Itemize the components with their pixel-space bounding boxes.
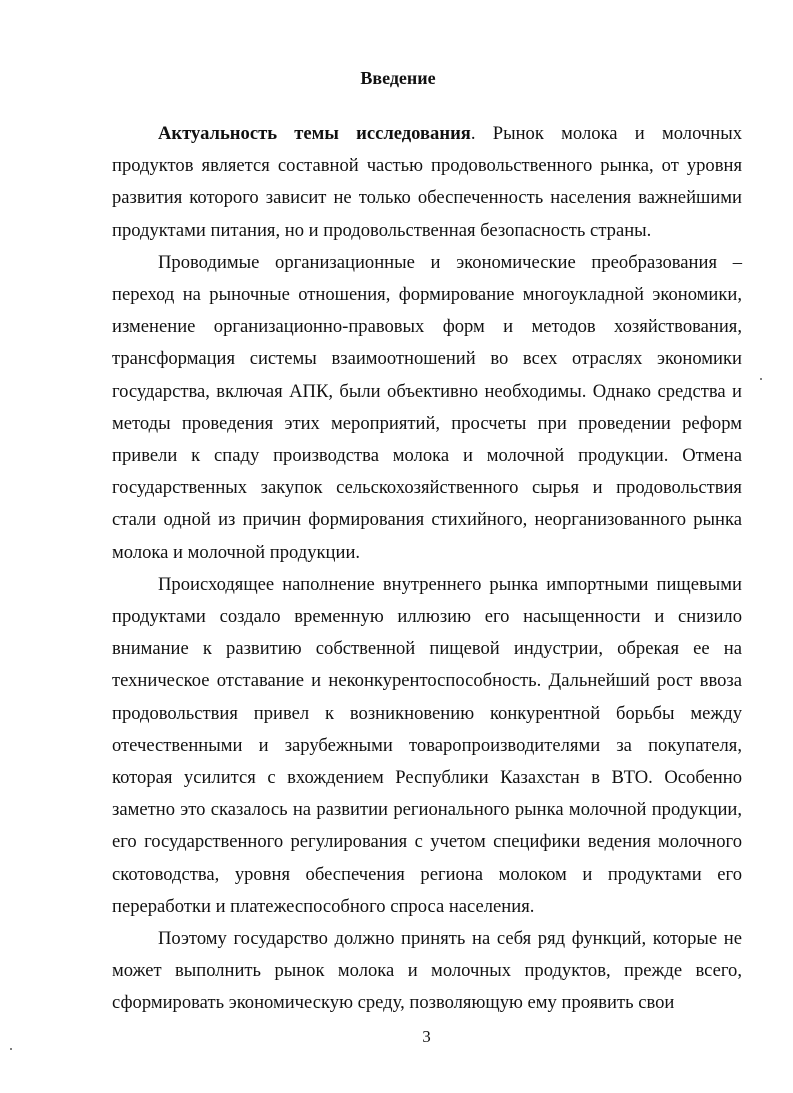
scan-speck <box>760 378 762 380</box>
page-number: 3 <box>422 1027 431 1046</box>
paragraph-3: Происходящее наполнение внутреннего рынка импортными пищевыми продуктами создало временную иллюзию его насыщенности и снизило внимание к развитию собственной пищевой индустрии, обрекая ее на техническое отставание и неконкурентоспособность. Дальнейший рост ввоза продовольствия привел к возникновению конкурентной борьбы между отечественными и зарубежными товаропроизводителями за покупателя, которая усилится с вхождением Республики Казахстан в ВТО. Особенно заметно это сказалось на развитии регионального рынка молочной продукции, его государственного регулирования с учетом специфики ведения молочного скотоводства, уровня обеспечения региона молоком и продуктами его переработки и платежеспособного спроса населения. <box>112 573 742 917</box>
paragraph-1 <box>112 118 742 247</box>
scan-speck <box>10 1048 12 1050</box>
paragraph-1-lead: Актуальность темы исследования <box>158 123 471 144</box>
section-title: Введение <box>360 68 436 88</box>
paragraph-1-text: . Рынок молока и молочных продуктов является составной частью продовольственного рынка, от уровня развития которого зависит не только обеспеченность населения важнейшими продуктами питания, но и продовольственная безопасность страны. <box>112 123 742 241</box>
body-text <box>112 118 742 1020</box>
paragraph-2: Проводимые организационные и экономические преобразования – переход на рыночные отношения, формирование многоукладной экономики, изменение организационно-правовых форм и методов хозяйствования, трансформация системы взаимоотношений во всех отраслях экономики государства, включая АПК, были объективно необходимы. Однако средства и методы проведения этих мероприятий, просчеты при проведении реформ привели к спаду производства молока и молочной продукции. Отмена государственных закупок сельскохозяйственного сырья и продовольствия стали одной из причин формирования стихийного, неорганизованного рынка молока и молочной продукции. <box>112 251 742 563</box>
paragraph-4: Поэтому государство должно принять на себя ряд функций, которые не может выполнить рынок молока и молочных продуктов, прежде всего, сформировать экономическую среду, позволяющую ему проявить свои <box>112 928 742 1014</box>
